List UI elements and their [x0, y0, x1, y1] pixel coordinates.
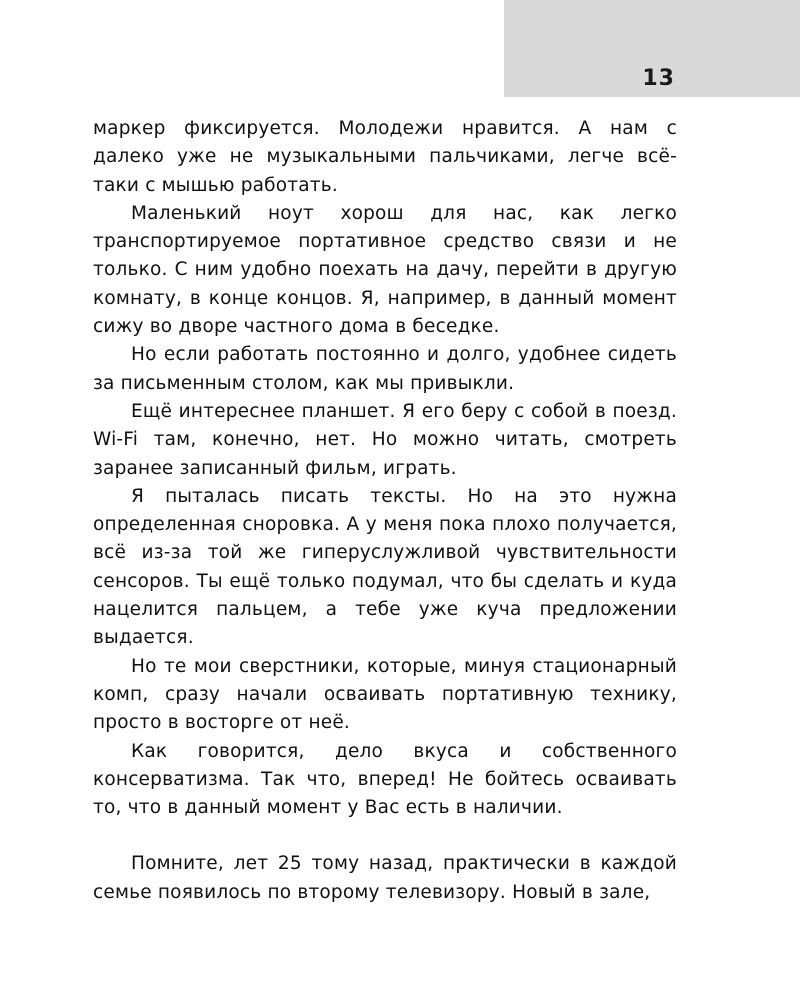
page-body	[93, 115, 677, 907]
paragraph: Помните, лет 25 тому назад, практически в каждой семье появилось по второму телевизору. Новый в зале,	[93, 853, 677, 903]
paragraph: маркер фиксируется. Молодежи нравится. А нам с далеко уже не музыкальными пальчиками, легче всё-таки с мышью работать.	[93, 118, 677, 196]
paragraph: Ещё интереснее планшет. Я его беру с собой в поезд. Wi-Fi там, конечно, нет. Но можно читать, смотреть заранее записанный фильм, играть.	[93, 400, 677, 479]
paragraph: Как говорится, дело вкуса и собственного консерватизма. Так что, вперед! Не бойтесь осваивать то, что в данный момент у Вас есть в наличии.	[93, 740, 677, 819]
paragraph: Но те мои сверстники, которые, минуя стационарный комп, сразу начали осваивать портативную технику, просто в восторге от неё.	[93, 655, 677, 734]
page-number: 13	[642, 66, 675, 91]
paragraph: Маленький ноут хорош для нас, как легко транспортируемое портативное средство связи и не только. С ним удобно поехать на дачу, перейти в другую комнату, в конце концов. Я, например, в данный момент сижу во дворе частного дома в беседке.	[93, 202, 677, 338]
page-number-box	[504, 0, 800, 97]
paragraph: Я пыталась писать тексты. Но на это нужна определенная сноровка. А у меня пока плохо получается, всё из-за той же гиперуслужливой чувствительности сенсоров. Ты ещё только подумал, что бы сделать и куда нацелится пальцем, а тебе уже куча предложении выдается.	[93, 485, 677, 649]
paragraph: Но если работать постоянно и долго, удобнее сидеть за письменным столом, как мы привыкли.	[93, 344, 677, 394]
